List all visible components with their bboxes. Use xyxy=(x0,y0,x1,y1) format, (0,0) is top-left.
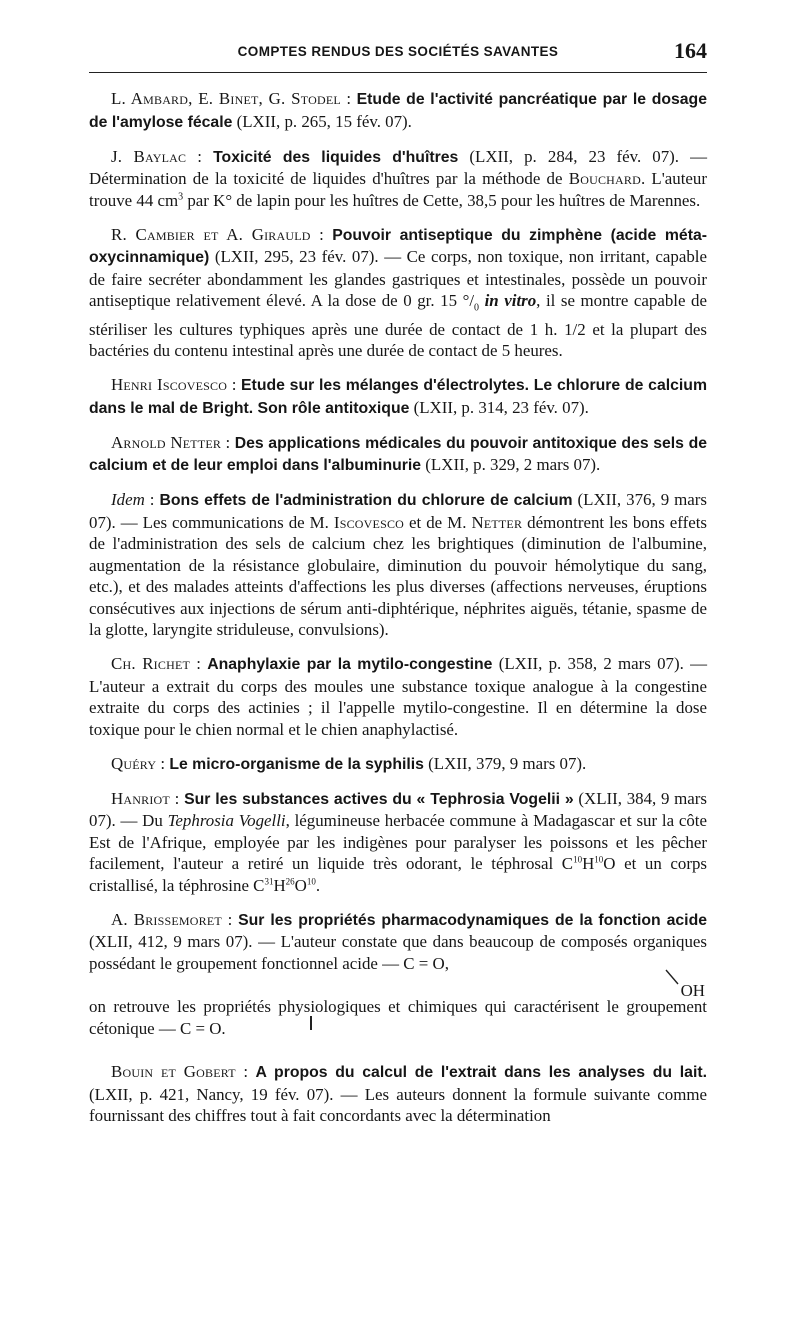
separator: : xyxy=(235,1062,256,1082)
entry-authors: Henri Iscovesco xyxy=(111,375,228,395)
entry-reference: (XLII, 384, 9 mars 07). — xyxy=(89,788,707,831)
abstract-entry-bouin xyxy=(89,1061,707,1127)
entry-body: , légumineuse herbacée commune à Madagascar et sur la côte Est de l'Afrique, employée par les indigènes pour paralyser les poissons et les pêcher facilement, l'auteur a retiré un liquide très odorant, le téphrosal C xyxy=(89,811,707,874)
entry-italic: Tephrosia Vogelli xyxy=(167,811,286,831)
entry-title: Sur les substances actives du « Tephrosia Vogelii » xyxy=(184,790,574,808)
entry-authors: A. Brissemoret xyxy=(111,909,222,929)
entry-body: et de M. xyxy=(404,512,472,532)
separator: : xyxy=(221,432,235,452)
entry-body: . L'auteur trouve 44 cm xyxy=(89,169,707,210)
entry-title: Le micro-organisme de la syphilis xyxy=(169,755,424,773)
abstract-entry-baylac xyxy=(89,146,707,212)
entry-authors: Arnold Netter xyxy=(111,432,222,452)
entry-authors: Quéry xyxy=(111,753,157,773)
separator: : xyxy=(227,375,242,395)
entry-reference: (LXII, 295, 23 fév. 07). — xyxy=(209,247,407,266)
entry-title: Bons effets de l'administration du chlorure de calcium xyxy=(159,492,573,510)
formula-index: 31 xyxy=(264,876,274,887)
entry-reference: (LXII, p. 284, 23 fév. 07). — xyxy=(458,146,707,166)
entry-body: Les communications de M. xyxy=(142,512,334,532)
entry-body: L'auteur constate que dans beaucoup de composés organiques possédant le groupement fonctionnel acide — C = O, xyxy=(89,932,707,973)
superscript: 3 xyxy=(178,190,184,202)
abstract-entry-iscovesco xyxy=(89,374,707,419)
entry-body: Du xyxy=(142,811,168,831)
entry-title: A propos du calcul de l'extrait dans les analyses du lait. xyxy=(255,1064,707,1082)
formula-part: O xyxy=(294,875,307,895)
formula-index: 26 xyxy=(285,876,295,887)
abstract-entry-netter xyxy=(89,432,707,477)
abstract-entry-ambard xyxy=(89,88,707,133)
separator: : xyxy=(190,654,208,674)
formula-index: 10 xyxy=(306,876,316,887)
entry-body: on retrouve les propriétés physiologiques et chimiques qui caractérisent le groupement cétonique — C = O. xyxy=(89,997,707,1038)
bond-line xyxy=(665,969,679,985)
entry-title: Etude sur les mélanges d'électrolytes. Le chlorure de calcium dans le mal de Bright. Son rôle antitoxique xyxy=(89,377,707,417)
subscript: 0 xyxy=(474,302,480,314)
journal-page xyxy=(89,36,708,1126)
separator: : xyxy=(144,490,160,510)
entry-reference: (XLII, 412, 9 mars 07). — xyxy=(89,932,281,952)
cited-name: Netter xyxy=(471,512,523,532)
page-header xyxy=(89,36,707,66)
running-title: COMPTES RENDUS DES SOCIÉTÉS SAVANTES xyxy=(237,44,559,59)
separator: : xyxy=(186,146,214,166)
acid-group-formula xyxy=(89,974,707,1001)
abstract-list xyxy=(89,88,707,1139)
entry-authors: R. Cambier et A. Girauld xyxy=(111,224,311,244)
entry-reference: (LXII, p. 329, 2 mars 07). xyxy=(421,455,601,475)
abstract-entry-richet xyxy=(89,653,707,740)
hydroxyl-label: OH xyxy=(680,981,705,1001)
entry-body: , il se montre capable de stériliser les cultures typhiques après une durée de contact de 1 h. 1/2 et la plupart des bactéries du contenu intestinal après une durée de contact de 5 heures. xyxy=(89,291,707,361)
entry-body: Détermination de la toxicité de liquides d'huîtres par la méthode de xyxy=(89,169,569,188)
formula-part: H xyxy=(582,854,595,874)
entry-authors: Ch. Richet xyxy=(111,654,191,674)
abstract-entry-idem xyxy=(89,489,707,641)
entry-body: Ce corps, non toxique, non irritant, capable de faire secréter abondamment les glandes gastriques et intestinales, possède un pouvoir antiseptique relativement élevé. A la dose de 0 gr. 15 °/ xyxy=(89,247,707,310)
cited-name: Bouchard xyxy=(568,169,641,188)
abstract-entry-brissemoret xyxy=(89,909,707,1040)
entry-body: démontrent les bons effets de l'administration des sels de calcium chez les brightiques (diminution de l'albumine, augmentation de la résistance globulaire, diminution du pouvoir hémolytique du sang, etc.), et des malades atteints d'affections les plus diverses (affections nerveuses, éruptions consécutives aux injections de sérum anti-diphtérique, néphrites aiguës, tétanie, spasme de la glotte, laryngite striduleuse, convulsions). xyxy=(89,512,708,640)
entry-title: Pouvoir antiseptique du zimphène (acide méta-oxycinnamique) xyxy=(89,226,707,266)
entry-reference: (LXII, 379, 9 mars 07). xyxy=(423,753,587,773)
entry-reference: (LXII, p. 265, 15 fév. 07). xyxy=(232,111,412,131)
entry-title: Sur les propriétés pharmacodynamiques de la fonction acide xyxy=(238,911,708,929)
abstract-entry-cambier xyxy=(89,224,707,362)
entry-authors: J. Baylac xyxy=(111,146,187,166)
abstract-entry-hanriot xyxy=(89,788,707,897)
abstract-entry-query xyxy=(89,753,707,776)
entry-title: Anaphylaxie par la mytilo-congestine xyxy=(207,656,493,674)
entry-body: par K° de lapin pour les huîtres de Cette, 38,5 pour les huîtres de Marennes. xyxy=(183,190,701,210)
separator: : xyxy=(340,89,357,108)
entry-title: Toxicité des liquides d'huîtres xyxy=(213,148,459,166)
formula-part: . xyxy=(315,875,321,895)
cited-name: Iscovesco xyxy=(333,512,405,532)
formula-index: 10 xyxy=(573,854,583,865)
entry-title: Etude de l'activité pancréatique par le dosage de l'amylose fécale xyxy=(89,91,707,131)
entry-authors: Idem xyxy=(111,490,145,510)
formula-part: O et un corps cristallisé, la téphrosine C xyxy=(89,854,707,895)
entry-authors: Hanriot xyxy=(111,788,170,808)
entry-body: Les auteurs donnent la formule suivante comme fournissant des chiffres tout à fait concordants avec la détermination xyxy=(89,1084,707,1126)
separator: : xyxy=(169,788,185,808)
entry-authors: L. Ambard, E. Binet, G. Stodel xyxy=(111,89,341,108)
ketone-paragraph xyxy=(89,996,707,1039)
page-number: 164 xyxy=(674,38,707,63)
entry-authors: Bouin et Gobert xyxy=(111,1062,236,1082)
entry-reference: (LXII, p. 314, 23 fév. 07). xyxy=(409,397,589,417)
formula-index: 10 xyxy=(594,854,604,865)
separator: : xyxy=(156,753,170,773)
formula-part: H xyxy=(273,875,286,895)
entry-reference: (LXII, 376, 9 mars 07). — xyxy=(89,490,707,532)
bond-line xyxy=(310,1016,312,1030)
entry-title: Des applications médicales du pouvoir antitoxique des sels de calcium et de leur emploi dans l'albuminurie xyxy=(89,434,708,475)
entry-italic: in vitro xyxy=(479,291,537,310)
header-rule xyxy=(89,72,707,73)
separator: : xyxy=(221,909,239,929)
separator: : xyxy=(310,224,333,244)
entry-reference: (LXII, p. 421, Nancy, 19 fév. 07). — xyxy=(89,1084,365,1104)
entry-body: L'auteur a extrait du corps des moules une substance toxique analogue à la congestine extraite du corps des actinies ; il l'appelle mytilo-congestine. Il en détermine la dose toxique pour le chien normal et le chien anaphylactisé. xyxy=(89,676,707,739)
entry-reference: (LXII, p. 358, 2 mars 07). — xyxy=(492,654,707,674)
